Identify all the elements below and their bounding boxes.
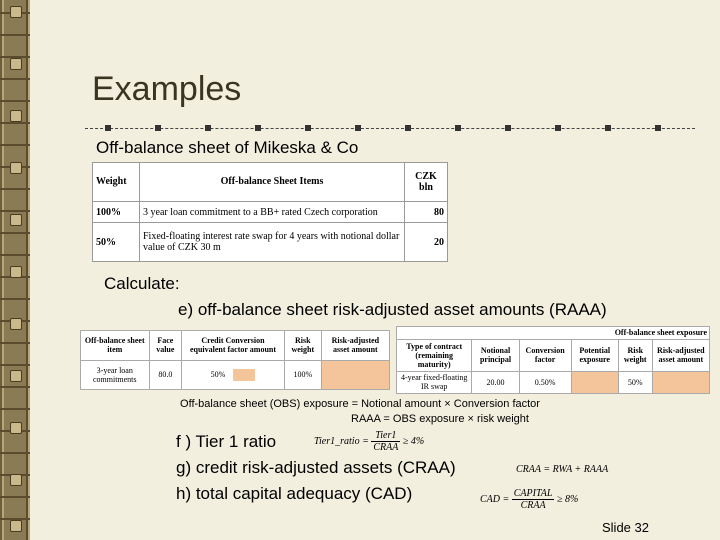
- col-header: Conversion factor: [519, 339, 571, 371]
- table-row: [397, 371, 710, 393]
- item-cell: Fixed-floating interest rate swap for 4 years with notional dollar value of CZK 30 m: [140, 223, 405, 262]
- divider-dot: [255, 125, 261, 131]
- col-header: Type of contract (remaining maturity): [397, 339, 472, 371]
- off-balance-items-table: [92, 162, 448, 262]
- formula-fraction: [371, 430, 400, 453]
- rivet-icon: [10, 370, 22, 382]
- formula-denominator: CRAA: [520, 500, 546, 511]
- decorative-left-border: [0, 0, 30, 540]
- table-row: [81, 360, 390, 390]
- col-header: Notional principal: [472, 339, 519, 371]
- slide-title: Examples: [92, 70, 242, 108]
- formula-numerator: CAPITAL: [513, 488, 553, 499]
- table-row: [93, 223, 448, 262]
- face-value-cell: 80.0: [149, 360, 182, 390]
- col-header-czk: CZK bln: [405, 163, 448, 202]
- swap-exposure-table: [396, 326, 710, 394]
- col-header-items: Off-balance Sheet Items: [140, 163, 405, 202]
- raaa-blank[interactable]: [652, 371, 709, 393]
- divider-dot: [105, 125, 111, 131]
- col-header: Risk weight: [618, 339, 652, 371]
- tier1-formula: [314, 430, 424, 453]
- table-row: [93, 201, 448, 223]
- type-cell: 4-year fixed-floating IR swap: [397, 371, 472, 393]
- divider-dot: [555, 125, 561, 131]
- craa-formula: CRAA = RWA + RAAA: [516, 464, 609, 475]
- item-cell: 3 year loan commitment to a BB+ rated Czech corporation: [140, 201, 405, 223]
- col-header: Risk-adjusted asset amount: [652, 339, 709, 371]
- rivet-icon: [10, 266, 22, 278]
- weight-cell: 100%: [93, 201, 140, 223]
- col-header: Potential exposure: [571, 339, 618, 371]
- col-header: Risk-adjusted asset amount: [321, 331, 389, 361]
- col-header-weight: Weight: [93, 163, 140, 202]
- rivet-icon: [10, 6, 22, 18]
- divider-dot: [455, 125, 461, 131]
- rivet-icon: [10, 318, 22, 330]
- raaa-blank[interactable]: [321, 360, 389, 390]
- value-cell: 20: [405, 223, 448, 262]
- divider-dot: [655, 125, 661, 131]
- notional-cell: 20.00: [472, 371, 519, 393]
- formula-fraction: [512, 488, 555, 511]
- obs-exposure-note: Off-balance sheet (OBS) exposure = Notional amount × Conversion factor: [180, 398, 540, 410]
- weight-cell: 50%: [618, 371, 652, 393]
- weight-cell: 100%: [284, 360, 321, 390]
- formula-numerator: Tier1: [371, 430, 400, 442]
- factor-cell: [182, 360, 285, 390]
- factor-cell: 0.50%: [519, 371, 571, 393]
- factor-value: 50%: [210, 369, 226, 379]
- exposure-blank[interactable]: [571, 371, 618, 393]
- cad-formula: [480, 488, 578, 511]
- title-divider: [85, 128, 695, 130]
- weight-cell: 50%: [93, 223, 140, 262]
- rivet-icon: [10, 162, 22, 174]
- task-f: f ) Tier 1 ratio: [176, 432, 277, 451]
- col-header: Off-balance sheet item: [81, 331, 150, 361]
- divider-dot: [305, 125, 311, 131]
- formula-denominator: CRAA: [373, 442, 399, 453]
- equivalent-amount-blank[interactable]: [233, 369, 255, 381]
- raaa-note: RAAA = OBS exposure × risk weight: [351, 413, 529, 425]
- slide-subtitle: Off-balance sheet of Mikeska & Co: [96, 138, 359, 157]
- rivet-icon: [10, 422, 22, 434]
- group-header: Off-balance sheet exposure: [397, 327, 710, 340]
- formula-rhs: ≥ 8%: [556, 493, 579, 505]
- rivet-icon: [10, 474, 22, 486]
- rivet-icon: [10, 520, 22, 532]
- formula-lhs: Tier1_ratio =: [314, 435, 369, 447]
- formula-rhs: ≥ 4%: [402, 435, 425, 447]
- task-g: g) credit risk-adjusted assets (CRAA): [176, 458, 456, 477]
- task-e: e) off-balance sheet risk-adjusted asset amounts (RAAA): [178, 300, 607, 319]
- loan-commitment-table: [80, 330, 390, 390]
- rivet-icon: [10, 214, 22, 226]
- col-header: Face value: [149, 331, 182, 361]
- divider-dot: [605, 125, 611, 131]
- task-h: h) total capital adequacy (CAD): [176, 484, 413, 503]
- divider-dot: [405, 125, 411, 131]
- divider-dot: [355, 125, 361, 131]
- divider-dot: [505, 125, 511, 131]
- rivet-icon: [10, 58, 22, 70]
- item-cell: 3-year loan commitments: [81, 360, 150, 390]
- formula-lhs: CAD =: [480, 493, 510, 505]
- rivet-icon: [10, 110, 22, 122]
- calculate-label: Calculate:: [104, 274, 180, 293]
- divider-dot: [205, 125, 211, 131]
- col-header: Credit Conversion equivalent factor amount: [182, 331, 285, 361]
- slide-number: Slide 32: [602, 520, 649, 535]
- col-header: Risk weight: [284, 331, 321, 361]
- divider-dot: [155, 125, 161, 131]
- value-cell: 80: [405, 201, 448, 223]
